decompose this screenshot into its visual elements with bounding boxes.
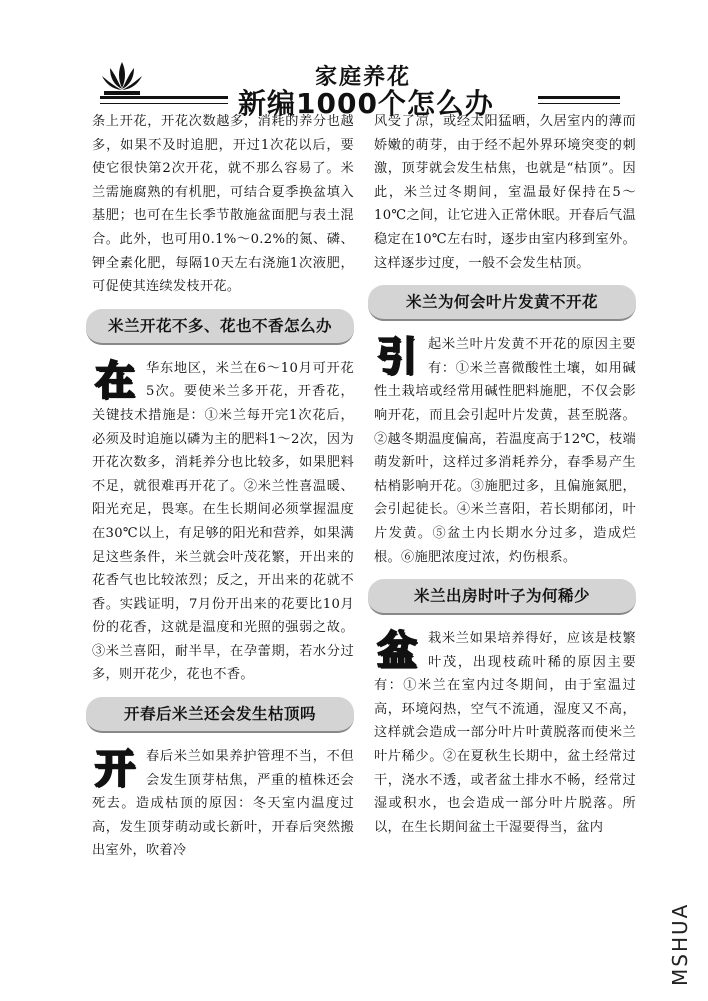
left-column [92, 110, 354, 863]
header-rule-right [538, 96, 620, 99]
watermark: MSHUA [668, 902, 692, 986]
section-heading-fewer-flowers: 米兰开花不多、花也不香怎么办 [86, 309, 354, 345]
right-intro-text: 风受了凉，或经太阳猛晒，久居室内的薄而娇嫩的萌芽，由于经不起外界环境突变的刺激，顶芽就会发生枯焦，也就是“枯顶”。因此，米兰过冬期间，室温最好保持在5～10℃之间，让它进入正常休眠。开春后气温稳定在10℃左右时，逐步由室内移到室外。这样逐步过度，一般不会发生枯顶。 [374, 114, 636, 271]
section-text: 春后米兰如果养护管理不当，不但会发生顶芽枯焦，严重的植株还会死去。造成枯顶的原因：冬天室内温度过高，发生顶芽萌动或长新叶，开春后突然搬出室外，吹着冷 [92, 749, 354, 859]
section-body-fewer-flowers [92, 357, 354, 687]
section-heading-yellow-leaves: 米兰为何会叶片发黄不开花 [368, 285, 636, 321]
header-title: 新编1000个怎么办 [238, 87, 494, 120]
section-body-yellow-leaves [374, 333, 636, 569]
section-text: 栽米兰如果培养得好，应该是枝繁叶茂，出现枝疏叶稀的原因主要有：①米兰在室内过冬期间，由于室温过高，环境闷热，空气不流通，湿度又不高，这样就会造成一部分叶片叶黄脱落而使米兰叶片稀少。②在夏秋生长期中，盆土经常过干，浇水不透，或者盆土排水不畅，经常过湿或积水，也会造成一部分叶片脱落。所以，在生长期间盆土干湿要得当，盆内 [374, 631, 636, 835]
section-text: 华东地区，米兰在6～10月可开花5次。要使米兰多开花，开香花，关键技术措施是：①米兰每开完1次花后，必须及时追施以磷为主的肥料1～2次，因为开花次数多，消耗养分也比较多，如果肥料不足，就很难再开花了。②米兰性喜温暖、阳光充足，畏寒。在生长期间必须掌握温度在30℃以上，有足够的阳光和营养，如果满足这些条件，米兰就会叶茂花繁，开出来的花香气也比较浓烈；反之，开出来的花就不香。实践证明，7月份开出来的花要比10月份的花香，这就是温度和光照的强弱之故。③米兰喜阳，耐半旱，在孕蕾期，若水分过多，则开花少，花也不香。 [92, 360, 354, 683]
section-heading-sparse-leaves: 米兰出房时叶子为何稀少 [368, 579, 636, 615]
dropcap: 开 [94, 746, 136, 793]
left-intro-text: 条上开花，开花次数越多，消耗的养分也越多，如果不及时追肥，开过1次花以后，要使它很快第2次开花，就不那么容易了。米兰需施腐熟的有机肥，可结合夏季换盆填入基肥；也可在生长季节散施盆面肥与表土混合。此外，也可用0.1%～0.2%的氮、磷、钾全素化肥，每隔10天左右浇施1次液肥，可促使其连续发枝开花。 [92, 114, 354, 295]
section-heading-spring-dieback: 开春后米兰还会发生枯顶吗 [86, 697, 354, 733]
section-body-spring-dieback [92, 745, 354, 863]
lotus-icon [100, 58, 144, 98]
header-rule-left [100, 96, 228, 99]
section-text: 起米兰叶片发黄不开花的原因主要有：①米兰喜微酸性土壤，如用碱性土栽培或经常用碱性肥料施肥，不仅会影响开花，而且会引起叶片发黄，甚至脱落。②越冬期温度偏高，若温度高于12℃，枝端萌发新叶，这样过多消耗养分，春季易产生枯梢影响开花。③施肥过多，且偏施氮肥，会引起徒长。④米兰喜阳，若长期郁闭，叶片发黄。⑤盆土内长期水分过多，造成烂根。⑥施肥浓度过浓，灼伤根系。 [374, 337, 636, 565]
dropcap: 在 [94, 357, 136, 404]
dropcap: 引 [376, 334, 418, 381]
header-subtitle: 家庭养花 [315, 64, 412, 90]
right-column [374, 110, 636, 839]
page-header [100, 56, 620, 120]
dropcap: 盆 [376, 628, 418, 675]
section-body-sparse-leaves [374, 627, 636, 839]
